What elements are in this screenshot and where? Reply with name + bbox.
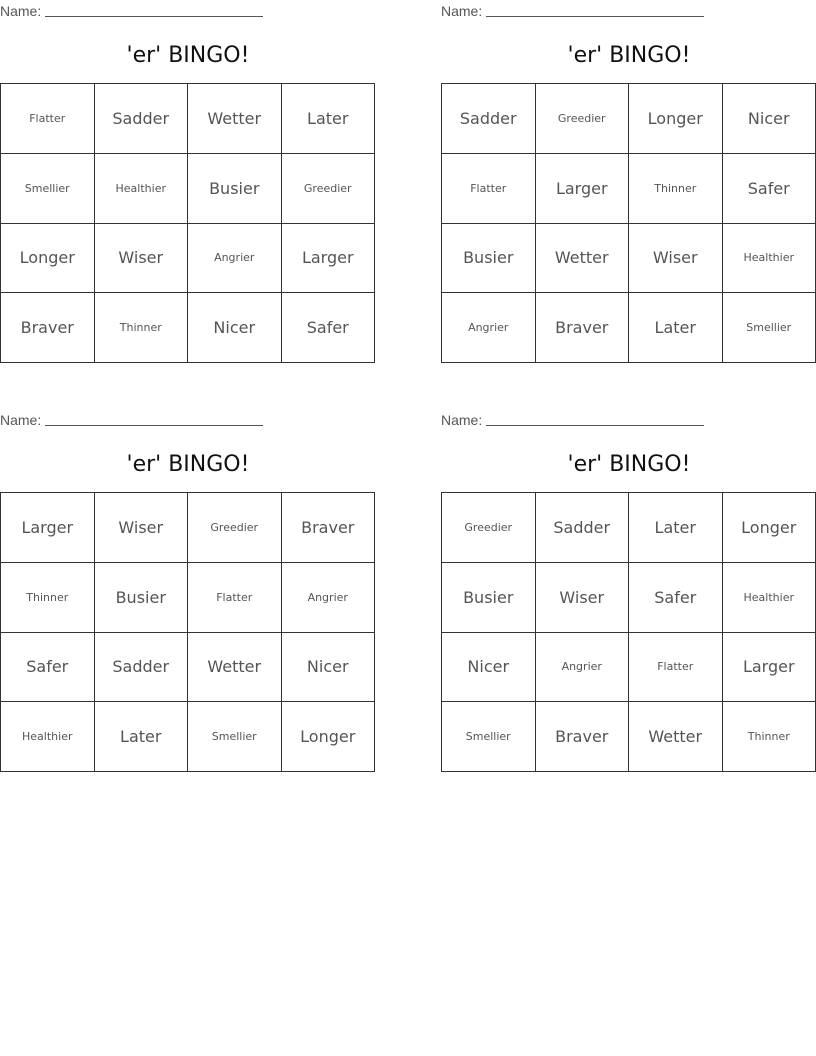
bingo-cell[interactable]: Greedier bbox=[188, 493, 282, 563]
bingo-cell[interactable]: Longer bbox=[629, 84, 723, 154]
name-blank-line[interactable] bbox=[486, 412, 704, 426]
bingo-cell[interactable]: Nicer bbox=[442, 633, 536, 703]
bingo-cell[interactable]: Nicer bbox=[723, 84, 816, 154]
bingo-cell[interactable]: Safer bbox=[723, 154, 816, 224]
card-title: 'er' BINGO! bbox=[126, 43, 250, 68]
bingo-cell[interactable]: Safer bbox=[1, 633, 95, 703]
bingo-cell[interactable]: Flatter bbox=[188, 563, 282, 633]
bingo-cell[interactable]: Longer bbox=[282, 702, 376, 772]
bingo-cell[interactable]: Longer bbox=[723, 493, 816, 563]
bingo-cell[interactable]: Later bbox=[629, 493, 723, 563]
bingo-cell[interactable]: Smellier bbox=[1, 154, 95, 224]
bingo-cell[interactable]: Later bbox=[95, 702, 189, 772]
bingo-cell[interactable]: Larger bbox=[536, 154, 630, 224]
bingo-cell[interactable]: Greedier bbox=[536, 84, 630, 154]
bingo-cell[interactable]: Thinner bbox=[95, 293, 189, 363]
bingo-cell[interactable]: Sadder bbox=[95, 633, 189, 703]
bingo-cell[interactable]: Busier bbox=[442, 563, 536, 633]
bingo-cell[interactable]: Sadder bbox=[536, 493, 630, 563]
bingo-cell[interactable]: Larger bbox=[1, 493, 95, 563]
bingo-cell[interactable]: Greedier bbox=[282, 154, 376, 224]
bingo-cell[interactable]: Safer bbox=[282, 293, 376, 363]
bingo-cell[interactable]: Busier bbox=[188, 154, 282, 224]
bingo-cell[interactable]: Smellier bbox=[723, 293, 816, 363]
name-field[interactable] bbox=[441, 3, 704, 19]
bingo-cell[interactable]: Greedier bbox=[442, 493, 536, 563]
name-field[interactable] bbox=[0, 3, 263, 19]
bingo-cell[interactable]: Larger bbox=[282, 224, 376, 294]
bingo-cell[interactable]: Wiser bbox=[95, 224, 189, 294]
bingo-grid bbox=[0, 83, 375, 363]
bingo-cell[interactable]: Smellier bbox=[442, 702, 536, 772]
name-label: Name: bbox=[441, 3, 483, 19]
bingo-grid bbox=[0, 492, 375, 772]
bingo-grid bbox=[441, 83, 816, 363]
bingo-cell[interactable]: Wetter bbox=[188, 84, 282, 154]
bingo-cell[interactable]: Thinner bbox=[629, 154, 723, 224]
name-label: Name: bbox=[0, 412, 42, 428]
bingo-cell[interactable]: Healthier bbox=[95, 154, 189, 224]
name-field[interactable] bbox=[0, 412, 263, 428]
bingo-grid bbox=[441, 492, 816, 772]
bingo-cell[interactable]: Later bbox=[629, 293, 723, 363]
bingo-cell[interactable]: Braver bbox=[1, 293, 95, 363]
bingo-cell[interactable]: Healthier bbox=[723, 563, 816, 633]
bingo-cell[interactable]: Larger bbox=[723, 633, 816, 703]
name-label: Name: bbox=[0, 3, 42, 19]
bingo-cell[interactable]: Busier bbox=[442, 224, 536, 294]
name-field[interactable] bbox=[441, 412, 704, 428]
bingo-cell[interactable]: Healthier bbox=[723, 224, 816, 294]
bingo-cell[interactable]: Angrier bbox=[442, 293, 536, 363]
bingo-cell[interactable]: Healthier bbox=[1, 702, 95, 772]
bingo-cell[interactable]: Wiser bbox=[536, 563, 630, 633]
bingo-cell[interactable]: Later bbox=[282, 84, 376, 154]
bingo-cell[interactable]: Angrier bbox=[188, 224, 282, 294]
bingo-cell[interactable]: Wetter bbox=[188, 633, 282, 703]
bingo-cell[interactable]: Braver bbox=[282, 493, 376, 563]
bingo-cell[interactable]: Smellier bbox=[188, 702, 282, 772]
bingo-cell[interactable]: Angrier bbox=[536, 633, 630, 703]
card-title: 'er' BINGO! bbox=[126, 452, 250, 477]
card-title: 'er' BINGO! bbox=[567, 452, 691, 477]
bingo-cell[interactable]: Thinner bbox=[1, 563, 95, 633]
card-title: 'er' BINGO! bbox=[567, 43, 691, 68]
bingo-cell[interactable]: Safer bbox=[629, 563, 723, 633]
bingo-cell[interactable]: Flatter bbox=[1, 84, 95, 154]
name-blank-line[interactable] bbox=[45, 3, 263, 17]
name-blank-line[interactable] bbox=[45, 412, 263, 426]
bingo-cell[interactable]: Wiser bbox=[629, 224, 723, 294]
bingo-cell[interactable]: Braver bbox=[536, 293, 630, 363]
bingo-cell[interactable]: Nicer bbox=[282, 633, 376, 703]
bingo-cell[interactable]: Wetter bbox=[629, 702, 723, 772]
bingo-cell[interactable]: Busier bbox=[95, 563, 189, 633]
bingo-cell[interactable]: Thinner bbox=[723, 702, 816, 772]
name-blank-line[interactable] bbox=[486, 3, 704, 17]
bingo-cell[interactable]: Nicer bbox=[188, 293, 282, 363]
bingo-cell[interactable]: Longer bbox=[1, 224, 95, 294]
bingo-cell[interactable]: Sadder bbox=[95, 84, 189, 154]
name-label: Name: bbox=[441, 412, 483, 428]
bingo-cell[interactable]: Sadder bbox=[442, 84, 536, 154]
bingo-cell[interactable]: Wetter bbox=[536, 224, 630, 294]
bingo-cell[interactable]: Angrier bbox=[282, 563, 376, 633]
bingo-cell[interactable]: Wiser bbox=[95, 493, 189, 563]
bingo-cell[interactable]: Flatter bbox=[442, 154, 536, 224]
bingo-cell[interactable]: Braver bbox=[536, 702, 630, 772]
bingo-cell[interactable]: Flatter bbox=[629, 633, 723, 703]
